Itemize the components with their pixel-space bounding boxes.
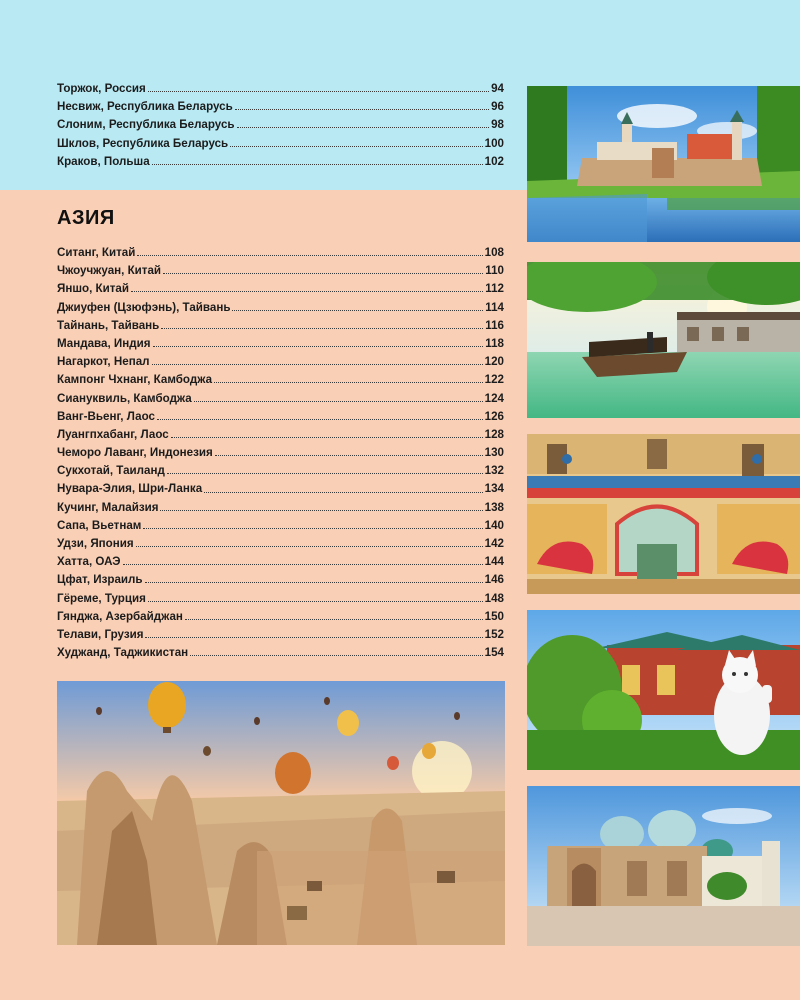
toc-entry[interactable] [57,153,504,171]
toc-entry[interactable] [57,98,504,116]
toc-entry-page-number: 98 [491,118,504,132]
toc-entry[interactable] [57,571,504,589]
toc-entry-title: Чеморо Лаванг, Индонезия [57,446,213,460]
dot-leader [161,328,483,329]
toc-entry[interactable] [57,244,504,262]
toc-entry[interactable] [57,408,504,426]
toc-entry-title: Нувара-Элия, Шри-Ланка [57,482,203,496]
toc-entry-page-number: 138 [484,500,504,514]
toc-entry-title: Цфат, Израиль [57,573,143,587]
dot-leader [190,655,482,656]
toc-entry-page-number: 96 [491,100,504,114]
toc-entry-page-number: 130 [484,446,504,460]
asia-toc-list [57,244,504,662]
toc-entry-page-number: 132 [484,464,504,478]
toc-entry-title: Яншо, Китай [57,282,129,296]
toc-entry[interactable] [57,480,504,498]
dot-leader [123,564,483,565]
toc-entry-title: Ситанг, Китай [57,246,136,259]
toc-entry-page-number: 118 [485,336,504,350]
toc-entry-title: Худжанд, Таджикистан [57,646,189,660]
toc-entry[interactable] [57,353,504,371]
dot-leader [194,401,483,402]
toc-entry[interactable] [57,626,504,644]
dot-leader [152,164,483,165]
dot-leader [160,510,482,511]
toc-entry-title: Телави, Грузия [57,627,144,641]
mausoleum-photo [527,786,800,946]
toc-entry-page-number: 102 [484,154,504,168]
toc-entry-page-number: 144 [484,555,504,569]
toc-entry[interactable] [57,135,504,153]
dot-leader [137,255,482,256]
toc-entry[interactable] [57,280,504,298]
toc-entry-title: Гянджа, Азербайджан [57,609,183,623]
toc-entry-title: Луангпхабанг, Лаос [57,427,169,441]
toc-entry[interactable] [57,299,504,317]
dot-leader [214,382,483,383]
toc-entry[interactable] [57,444,504,462]
toc-entry-title: Джиуфен (Цзюфэнь), Тайвань [57,300,231,314]
toc-entry-title: Тайнань, Тайвань [57,318,160,332]
toc-entry-page-number: 140 [484,518,504,532]
toc-entry-page-number: 128 [484,427,504,441]
dot-leader [152,364,483,365]
dot-leader [153,346,484,347]
dot-leader [148,91,489,92]
dot-leader [136,546,483,547]
toc-entry[interactable] [57,371,504,389]
dot-leader [145,637,482,638]
toc-entry[interactable] [57,116,504,134]
toc-entry-title: Удзи, Япония [57,537,134,550]
toc-entry-page-number: 146 [484,573,504,587]
toc-entry-page-number: 108 [484,246,504,259]
toc-entry[interactable] [57,335,504,353]
painted-facade-photo [527,434,800,594]
toc-entry-page-number: 112 [485,282,504,296]
canal-boat-photo [527,262,800,418]
toc-entry-page-number: 134 [484,482,504,496]
toc-entry-title: Гёреме, Турция [57,591,146,605]
toc-entry-title: Мандава, Индия [57,336,151,350]
toc-entry[interactable] [57,590,504,608]
dot-leader [145,582,483,583]
toc-entry-page-number: 150 [484,609,504,623]
toc-entry-title: Кампонг Чхнанг, Камбоджа [57,373,213,387]
europe-toc-list [57,80,504,171]
toc-entry[interactable] [57,644,504,662]
toc-entry[interactable] [57,517,504,535]
dot-leader [232,310,483,311]
toc-entry-title: Хатта, ОАЭ [57,555,121,569]
cat-statue-garden-photo [527,610,800,770]
toc-entry-title: Сукхотай, Таиланд [57,464,165,478]
toc-entry-title: Сапа, Вьетнам [57,518,142,532]
dot-leader [148,601,483,602]
dot-leader [143,528,482,529]
toc-entry-title: Нагаркот, Непал [57,355,150,369]
dot-leader [204,492,483,493]
dot-leader [237,127,490,128]
toc-entry-page-number: 124 [484,391,504,405]
toc-entry[interactable] [57,535,504,553]
castle-photo [527,86,800,242]
toc-entry-page-number: 100 [484,136,504,150]
toc-entry-title: Краков, Польша [57,154,150,168]
toc-entry-page-number: 110 [485,264,504,278]
toc-entry-title: Несвиж, Республика Беларусь [57,100,233,114]
toc-entry-page-number: 122 [484,373,504,387]
toc-entry[interactable] [57,462,504,480]
toc-entry-title: Сиануквиль, Камбоджа [57,391,192,405]
toc-entry-title: Ванг-Вьенг, Лаос [57,409,155,423]
dot-leader [230,146,482,147]
toc-entry-page-number: 120 [484,355,504,369]
toc-entry[interactable] [57,317,504,335]
toc-entry-page-number: 142 [484,537,504,550]
toc-entry[interactable] [57,390,504,408]
toc-entry-page-number: 152 [484,627,504,641]
toc-entry-page-number: 114 [485,300,504,314]
toc-entry-page-number: 126 [484,409,504,423]
toc-entry-title: Чжоучжуан, Китай [57,264,162,278]
dot-leader [167,473,483,474]
toc-entry[interactable] [57,499,504,517]
dot-leader [215,455,483,456]
cappadocia-balloons-photo [57,681,505,945]
toc-entry-page-number: 148 [484,591,504,605]
toc-entry-title: Кучинг, Малайзия [57,500,159,514]
dot-leader [171,437,483,438]
toc-entry-page-number: 94 [491,82,504,95]
toc-entry[interactable] [57,426,504,444]
toc-entry-title: Слоним, Республика Беларусь [57,118,235,132]
dot-leader [163,273,483,274]
asia-section-heading: АЗИЯ [57,207,115,229]
toc-entry[interactable] [57,553,504,571]
toc-entry[interactable] [57,262,504,280]
dot-leader [157,419,483,420]
toc-entry[interactable] [57,608,504,626]
toc-entry-page-number: 154 [484,646,504,660]
toc-entry-title: Торжок, Россия [57,82,146,95]
dot-leader [235,109,489,110]
toc-entry[interactable] [57,80,504,98]
dot-leader [131,291,483,292]
toc-entry-title: Шклов, Республика Беларусь [57,136,229,150]
dot-leader [185,619,483,620]
toc-entry-page-number: 116 [485,318,504,332]
